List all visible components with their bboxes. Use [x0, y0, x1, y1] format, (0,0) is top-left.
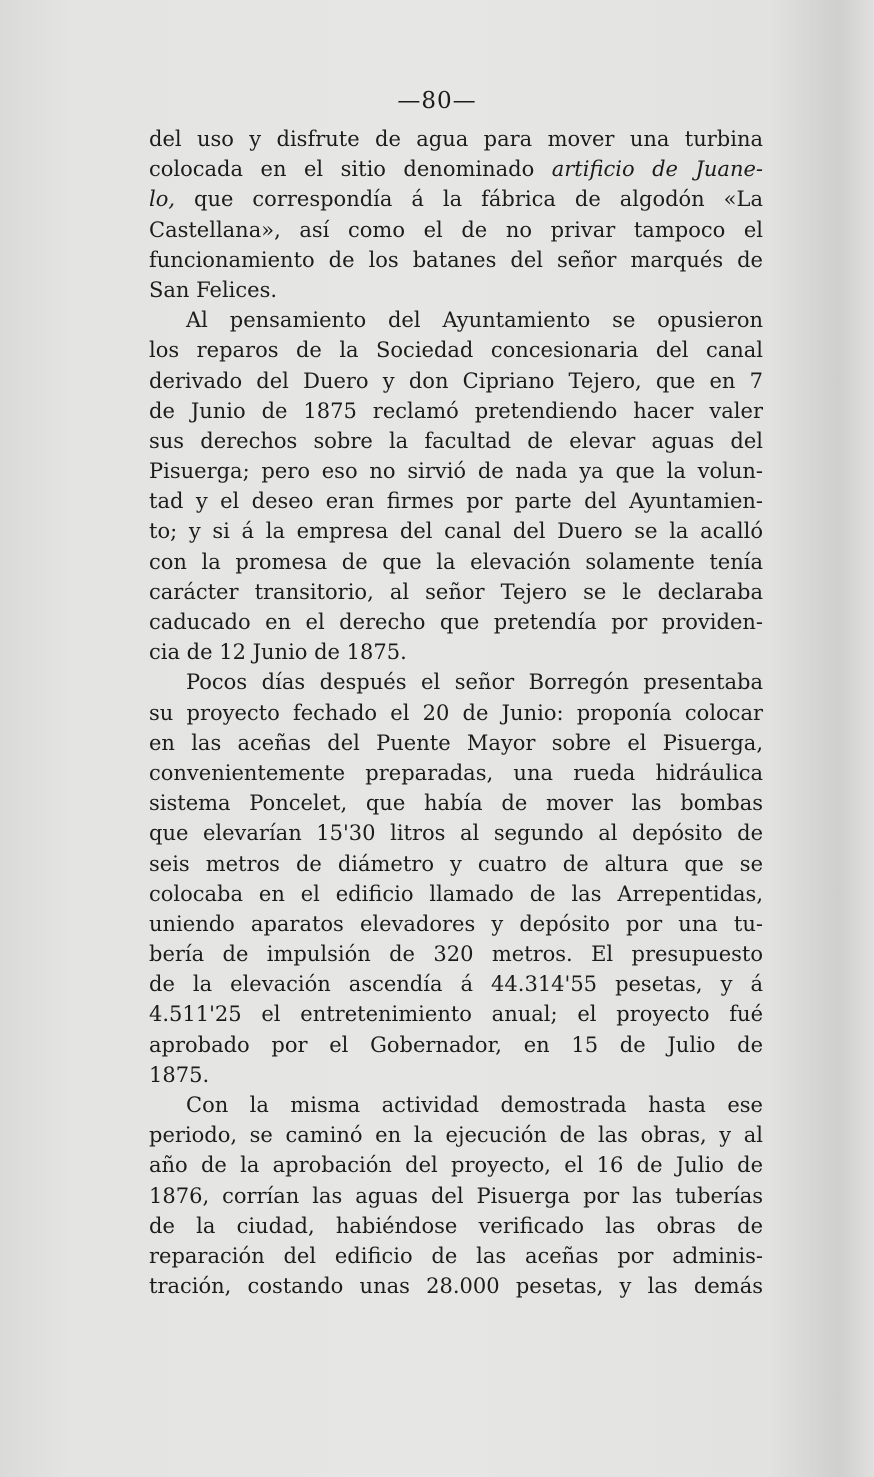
page-number: —80—	[397, 88, 477, 114]
text-line: reparación del edificio de las aceñas por adminis-	[149, 1243, 763, 1268]
text-line: 4.511'25 el entretenimiento anual; el proyecto fué	[149, 1002, 763, 1027]
text-line: 1875.	[149, 1062, 210, 1087]
text-line: en las aceñas del Puente Mayor sobre el Pisuerga,	[149, 730, 763, 755]
text-line: Castellana», así como el de no privar tampoco el	[149, 217, 763, 242]
text-line: con la promesa de que la elevación solamente tenía	[149, 549, 763, 574]
text-line: 1876, corrían las aguas del Pisuerga por las tuberías	[149, 1183, 763, 1208]
text-line	[149, 154, 763, 184]
text-line: Pocos días después el señor Borregón presentaba	[186, 670, 763, 695]
text-line: convenientemente preparadas, una rueda hidráulica	[149, 760, 763, 785]
text-line: tad y el deseo eran firmes por parte del Ayuntamien-	[149, 489, 763, 514]
text-line: su proyecto fechado el 20 de Junio: proponía colocar	[149, 700, 763, 725]
text-line: Al pensamiento del Ayuntamiento se opusieron	[186, 308, 763, 333]
text-line: derivado del Duero y don Cipriano Tejero, que en 7	[149, 368, 763, 393]
text-line: Con la misma actividad demostrada hasta ese	[186, 1093, 763, 1117]
text-line: seis metros de diámetro y cuatro de altura que se	[149, 851, 763, 876]
text-line: que elevarían 15'30 litros al segundo al depósito de	[149, 821, 763, 846]
text-line: de Junio de 1875 reclamó pretendiendo hacer valer	[149, 398, 763, 423]
italic-term: artificio de Juane-	[551, 157, 763, 182]
text-fragment: colocada en el sitio denominado	[149, 157, 552, 182]
text-line: San Felices.	[149, 277, 278, 302]
text-line: cia de 12 Junio de 1875.	[149, 640, 407, 665]
text-line: de la ciudad, habiéndose verificado las obras de	[149, 1213, 763, 1238]
text-line: los reparos de la Sociedad concesionaria del canal	[149, 338, 763, 363]
text-line: uniendo aparatos elevadores y depósito por una tu-	[149, 911, 763, 936]
text-line: sus derechos sobre la facultad de elevar aguas del	[149, 428, 763, 453]
text-line: de la elevación ascendía á 44.314'55 pesetas, y á	[149, 972, 763, 997]
text-line: sistema Poncelet, que había de mover las bombas	[149, 791, 763, 816]
text-line: carácter transitorio, al señor Tejero se le declaraba	[149, 579, 763, 604]
text-line: Pisuerga; pero eso no sirvió de nada ya que la volun-	[149, 459, 763, 484]
text-line: periodo, se caminó en la ejecución de las obras, y al	[149, 1123, 763, 1148]
text-line: tración, costando unas 28.000 pesetas, y las demás	[149, 1274, 763, 1299]
text-fragment: que correspondía á la fábrica de algodón «La	[175, 187, 763, 212]
text-line: funcionamiento de los batanes del señor marqués de	[149, 247, 763, 272]
text-line: del uso y disfrute de agua para mover una turbina	[149, 127, 763, 151]
text-line	[149, 184, 763, 214]
text-line: bería de impulsión de 320 metros. El presupuesto	[149, 942, 763, 967]
text-line: aprobado por el Gobernador, en 15 de Julio de	[149, 1032, 763, 1057]
text-line: colocaba en el edificio llamado de las Arrepentidas,	[149, 881, 763, 906]
text-line: to; y si á la empresa del canal del Duero se la acalló	[149, 519, 763, 544]
text-line: año de la aprobación del proyecto, el 16 de Julio de	[149, 1153, 763, 1178]
body-text	[149, 124, 763, 1301]
italic-term: lo,	[149, 187, 176, 212]
text-line: caducado en el derecho que pretendía por providen-	[149, 610, 763, 634]
